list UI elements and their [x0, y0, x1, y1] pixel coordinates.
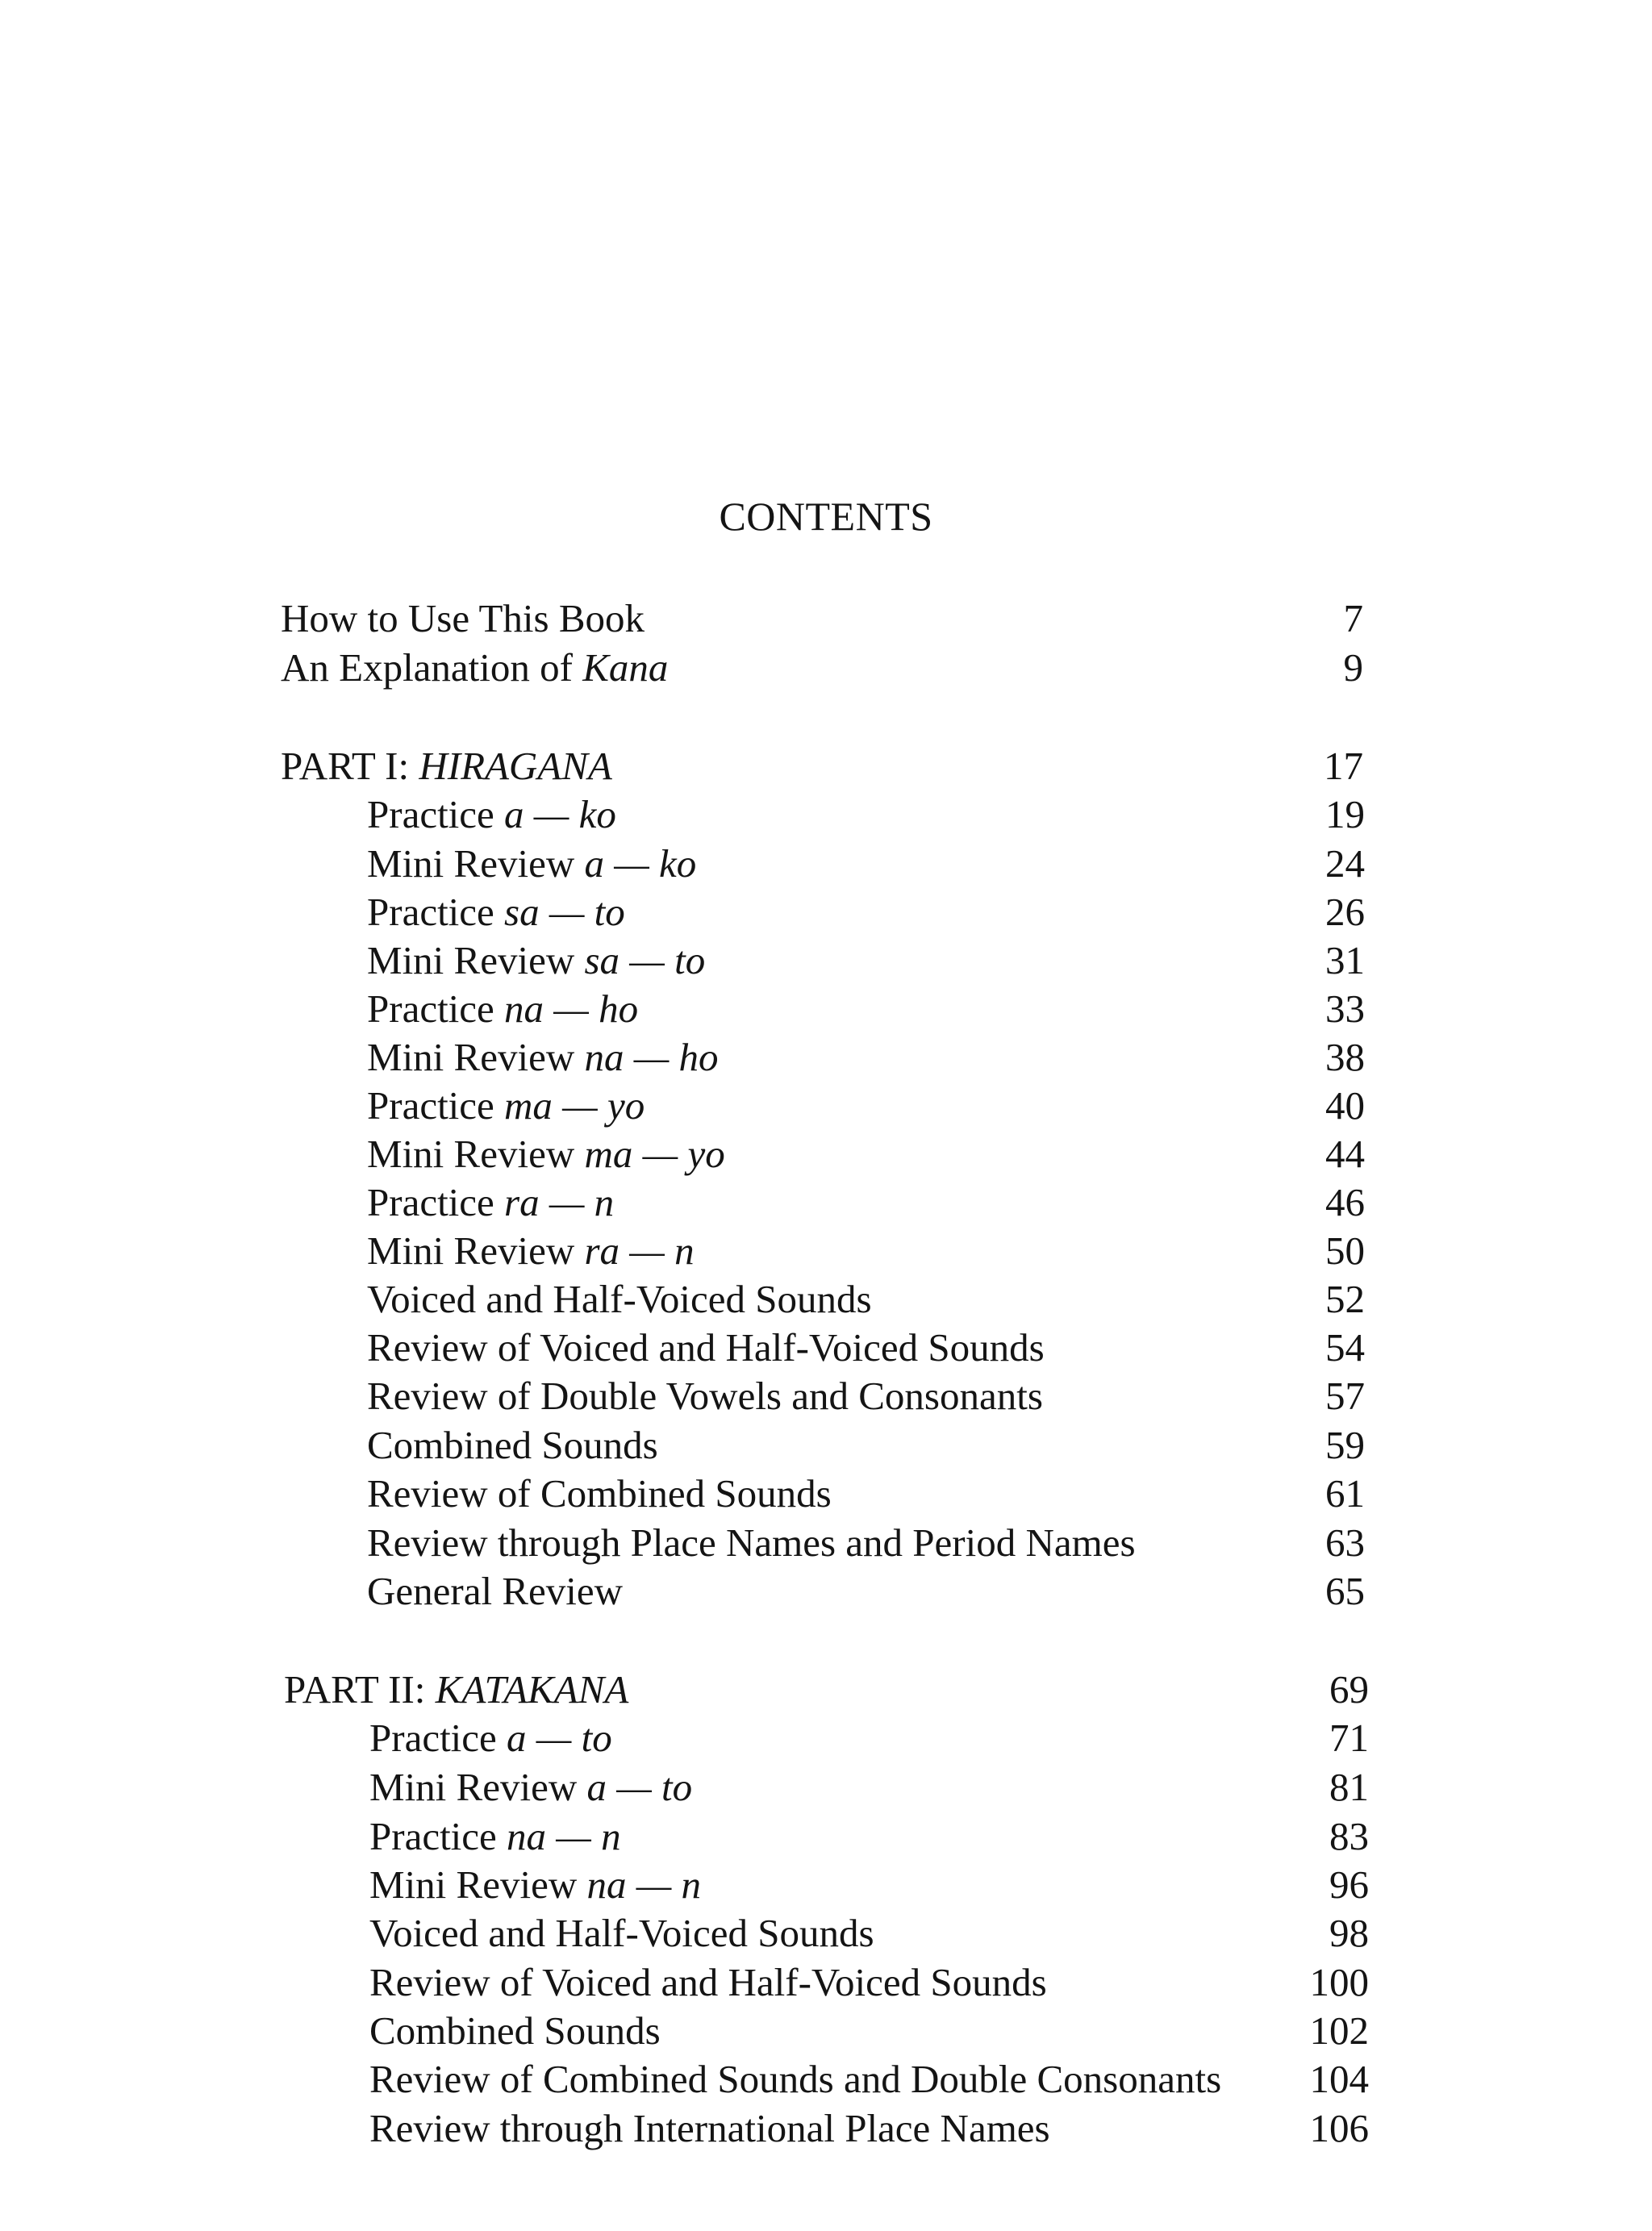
- toc-entry-label: Mini Review: [367, 1132, 585, 1176]
- toc-entry-page: 61: [1325, 1471, 1365, 1516]
- toc-part-heading[interactable]: [284, 1666, 1369, 1714]
- toc-entry-page: 52: [1325, 1277, 1365, 1321]
- toc-entry[interactable]: [369, 1763, 1369, 1812]
- toc-entry-page: 104: [1309, 2057, 1369, 2101]
- toc-part-heading[interactable]: [281, 742, 1363, 790]
- toc-entry-range: na — ho: [504, 986, 639, 1031]
- toc-part-label: [281, 742, 612, 790]
- toc-entry-label: Voiced and Half-Voiced Sounds: [367, 1277, 872, 1321]
- toc-part-label: [284, 1666, 628, 1714]
- toc-part-page: 69: [1329, 1667, 1369, 1712]
- toc-entry-label: How to Use This Book: [281, 596, 645, 640]
- toc-entry[interactable]: [369, 1909, 1369, 1958]
- toc-entry-page: 83: [1329, 1814, 1369, 1858]
- toc-entry-page: 7: [1343, 596, 1363, 640]
- toc-entry-label: Review through International Place Names: [369, 2106, 1050, 2150]
- toc-entry-range: na — n: [586, 1862, 702, 1907]
- toc-entry[interactable]: [369, 1714, 1369, 1762]
- toc-entry-page: 31: [1325, 938, 1365, 982]
- toc-entry-explanation-of-kana[interactable]: [281, 644, 1363, 692]
- toc-entry[interactable]: [367, 1275, 1365, 1324]
- toc-part-name: KATAKANA: [435, 1667, 629, 1712]
- toc-entry-label: Mini Review: [367, 841, 585, 886]
- toc-entry[interactable]: [367, 1178, 1365, 1227]
- toc-entry[interactable]: [367, 936, 1365, 985]
- toc-entry-page: 106: [1309, 2106, 1369, 2150]
- toc-entry-label: Review of Combined Sounds and Double Consonants: [369, 2057, 1222, 2101]
- toc-entry-page: 38: [1325, 1035, 1365, 1079]
- toc-entry-label: Practice: [369, 1716, 507, 1760]
- toc-entry[interactable]: [369, 2104, 1369, 2153]
- toc-entry-label: Review of Combined Sounds: [367, 1471, 832, 1516]
- toc-entry-page: 50: [1325, 1228, 1365, 1273]
- toc-entry-range: ma — yo: [584, 1132, 725, 1176]
- toc-entry-label: Practice: [367, 890, 505, 934]
- toc-entry[interactable]: [369, 1861, 1369, 1909]
- toc-entry-page: 24: [1325, 841, 1365, 886]
- toc-entry[interactable]: [367, 1567, 1365, 1616]
- toc-entry-label: Practice: [367, 1083, 505, 1128]
- toc-entry[interactable]: [367, 1324, 1365, 1372]
- toc-entry[interactable]: [367, 1372, 1365, 1420]
- toc-part-prefix: PART I:: [281, 744, 419, 788]
- toc-entry[interactable]: [367, 1033, 1365, 1082]
- toc-entry[interactable]: [367, 1082, 1365, 1130]
- toc-entry-page: 26: [1325, 890, 1365, 934]
- toc-entry-label: Mini Review: [369, 1765, 587, 1809]
- toc-entry-label: Combined Sounds: [367, 1423, 658, 1467]
- toc-entry-range: na — n: [507, 1814, 621, 1858]
- toc-entry[interactable]: [367, 790, 1365, 839]
- toc-entry-range: ma — yo: [504, 1083, 645, 1128]
- toc-entry-range: na — ho: [584, 1035, 719, 1079]
- toc-entry-label: Practice: [367, 986, 505, 1031]
- toc-entry-range: a — ko: [584, 841, 697, 886]
- toc-entry-label: Voiced and Half-Voiced Sounds: [369, 1911, 874, 1955]
- toc-entry-page: 98: [1329, 1911, 1369, 1955]
- toc-entry-label: Review of Voiced and Half-Voiced Sounds: [367, 1325, 1045, 1370]
- toc-entry[interactable]: [369, 1812, 1369, 1861]
- toc-entry-page: 100: [1309, 1960, 1369, 2004]
- toc-entry-label: Mini Review: [369, 1862, 587, 1907]
- toc-entry[interactable]: [367, 1421, 1365, 1470]
- toc-entry-range: a — to: [507, 1716, 612, 1760]
- toc-entry-label: Combined Sounds: [369, 2008, 661, 2053]
- toc-entry-range: a — ko: [504, 792, 616, 836]
- toc-entry[interactable]: [367, 840, 1365, 888]
- toc-entry-label-italic: Kana: [582, 645, 669, 690]
- toc-entry-label: Review of Double Vowels and Consonants: [367, 1374, 1043, 1418]
- toc-entry-label: Review of Voiced and Half-Voiced Sounds: [369, 1960, 1047, 2004]
- toc-entry-label: Review through Place Names and Period Names: [367, 1520, 1136, 1565]
- toc-entry-range: ra — n: [504, 1180, 615, 1224]
- toc-entry[interactable]: [367, 888, 1365, 936]
- toc-entry-page: 54: [1325, 1325, 1365, 1370]
- toc-part-name: HIRAGANA: [419, 744, 612, 788]
- toc-entry-label: [281, 644, 668, 692]
- toc-entry-page: 71: [1329, 1716, 1369, 1760]
- toc-entry-range: ra — n: [584, 1228, 695, 1273]
- toc-entry-range: sa — to: [504, 890, 625, 934]
- toc-entry-range: a — to: [586, 1765, 693, 1809]
- toc-entry-page: 63: [1325, 1520, 1365, 1565]
- toc-entry-page: 81: [1329, 1765, 1369, 1809]
- toc-entry-range: sa — to: [584, 938, 706, 982]
- toc-entry-label: General Review: [367, 1569, 623, 1613]
- toc-entry-label: Mini Review: [367, 1228, 585, 1273]
- page-title: CONTENTS: [719, 494, 933, 539]
- toc-entry-page: 59: [1325, 1423, 1365, 1467]
- toc-entry-label: Practice: [369, 1814, 507, 1858]
- toc-part-prefix: PART II:: [284, 1667, 436, 1712]
- toc-entry-label: Mini Review: [367, 938, 585, 982]
- toc-entry-page: 44: [1325, 1132, 1365, 1176]
- toc-entry[interactable]: [367, 1227, 1365, 1275]
- toc-entry-page: 40: [1325, 1083, 1365, 1128]
- toc-entry-page: 33: [1325, 986, 1365, 1031]
- toc-entry[interactable]: [367, 1130, 1365, 1178]
- toc-entry[interactable]: [369, 2055, 1369, 2104]
- toc-entry[interactable]: [367, 985, 1365, 1033]
- toc-entry-page: 19: [1325, 792, 1365, 836]
- toc-entry[interactable]: [369, 1958, 1369, 2007]
- toc-entry-how-to-use[interactable]: [281, 594, 1363, 643]
- toc-entry-label-text: An Explanation of: [281, 645, 583, 690]
- toc-entry-label: Mini Review: [367, 1035, 585, 1079]
- toc-entry[interactable]: [369, 2007, 1369, 2055]
- toc-entry-label: Practice: [367, 1180, 505, 1224]
- toc-part-page: 17: [1324, 744, 1363, 788]
- toc-entry-page: 9: [1343, 645, 1363, 690]
- toc-entry-page: 57: [1325, 1374, 1365, 1418]
- toc-entry-label: Practice: [367, 792, 505, 836]
- toc-entry-page: 65: [1325, 1569, 1365, 1613]
- toc-entry-page: 46: [1325, 1180, 1365, 1224]
- toc-entry[interactable]: [367, 1470, 1365, 1518]
- toc-entry[interactable]: [367, 1519, 1365, 1567]
- toc-entry-page: 102: [1309, 2008, 1369, 2053]
- toc-entry-page: 96: [1329, 1862, 1369, 1907]
